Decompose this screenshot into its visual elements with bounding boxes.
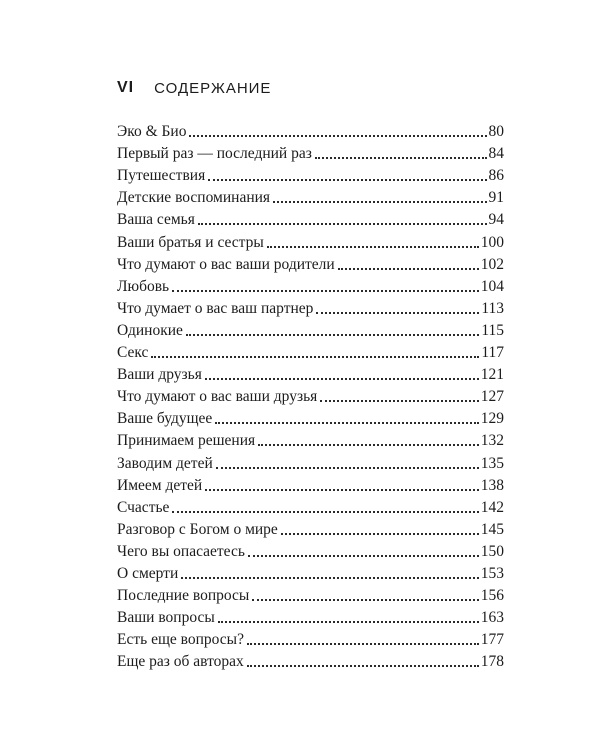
toc-entry	[117, 517, 504, 539]
toc-entry-page: 153	[480, 564, 504, 582]
toc-entry-page: 142	[480, 498, 504, 516]
toc-entry-page: 86	[488, 167, 504, 185]
toc-entry	[117, 473, 504, 495]
dot-leader	[252, 599, 478, 601]
toc-entry	[117, 274, 504, 296]
toc-entry-title: Еще раз об авторах	[117, 653, 244, 671]
toc-entry-title: Что думают о вас ваши друзья	[117, 388, 318, 406]
toc-entry	[117, 185, 504, 207]
toc-entry-title: Ваши братья и сестры	[117, 233, 264, 251]
toc-entry-title: Счастье	[117, 498, 170, 516]
dot-leader	[315, 157, 487, 159]
dot-leader	[186, 334, 479, 336]
dot-leader	[247, 665, 479, 667]
section-title: СОДЕРЖАНИЕ	[154, 79, 272, 97]
toc-entry-title: Ваше будущее	[117, 410, 213, 428]
dot-leader	[215, 422, 478, 424]
toc-entry	[117, 207, 504, 229]
dot-leader	[205, 378, 479, 380]
toc-entry	[117, 318, 504, 340]
table-of-contents	[117, 119, 504, 671]
toc-entry	[117, 296, 504, 318]
dot-leader	[281, 533, 479, 535]
page-header	[117, 76, 271, 100]
toc-entry-title: О смерти	[117, 564, 179, 582]
toc-entry-title: Ваши друзья	[117, 366, 202, 384]
toc-entry-title: Ваша семья	[117, 211, 195, 229]
toc-entry-page: 132	[480, 432, 504, 450]
toc-entry	[117, 649, 504, 671]
dot-leader	[208, 179, 486, 181]
toc-entry-title: Чего вы опасаетесь	[117, 542, 245, 560]
toc-entry-title: Одинокие	[117, 321, 183, 339]
dot-leader	[198, 223, 487, 225]
toc-entry-page: 156	[480, 587, 504, 605]
toc-entry-title: Последние вопросы	[117, 587, 250, 605]
toc-entry-page: 145	[480, 520, 504, 538]
toc-entry-title: Что думает о вас ваш партнер	[117, 299, 314, 317]
toc-entry-title: Секс	[117, 344, 149, 362]
dot-leader	[316, 312, 479, 314]
toc-entry-title: Есть еще вопросы?	[117, 631, 244, 649]
dot-leader	[273, 201, 486, 203]
toc-entry-page: 84	[488, 145, 504, 163]
page-number: VI	[117, 79, 135, 96]
toc-entry-title: Что думают о вас ваши родители	[117, 255, 335, 273]
toc-entry-page: 127	[480, 388, 504, 406]
toc-entry-title: Путешествия	[117, 167, 206, 185]
toc-entry	[117, 428, 504, 450]
toc-entry	[117, 539, 504, 561]
toc-entry-page: 94	[488, 211, 504, 229]
toc-entry	[117, 450, 504, 472]
toc-entry-title: Разговор с Богом о мире	[117, 520, 278, 538]
toc-entry-title: Заводим детей	[117, 454, 213, 472]
toc-entry-title: Имеем детей	[117, 476, 203, 494]
dot-leader	[338, 268, 479, 270]
toc-entry	[117, 141, 504, 163]
toc-entry-title: Эко & Био	[117, 123, 187, 141]
toc-entry-page: 150	[480, 542, 504, 560]
toc-entry-title: Принимаем решения	[117, 432, 256, 450]
toc-entry-title: Детские воспоминания	[117, 189, 271, 207]
toc-entry-page: 138	[480, 476, 504, 494]
dot-leader	[205, 489, 479, 491]
toc-entry-page: 102	[480, 255, 504, 273]
toc-entry	[117, 384, 504, 406]
dot-leader	[189, 135, 486, 137]
toc-entry	[117, 229, 504, 251]
dot-leader	[267, 246, 479, 248]
dot-leader	[172, 511, 478, 513]
toc-entry	[117, 119, 504, 141]
toc-entry-page: 80	[488, 123, 504, 141]
dot-leader	[247, 643, 479, 645]
toc-entry-page: 121	[480, 366, 504, 384]
toc-entry-page: 177	[480, 631, 504, 649]
toc-entry	[117, 406, 504, 428]
toc-entry-page: 117	[481, 344, 504, 362]
dot-leader	[151, 356, 479, 358]
dot-leader	[218, 621, 479, 623]
toc-entry-title: Любовь	[117, 277, 170, 295]
dot-leader	[248, 555, 479, 557]
toc-entry-title: Первый раз — последний раз	[117, 145, 312, 163]
dot-leader	[181, 577, 478, 579]
toc-entry	[117, 252, 504, 274]
toc-entry-page: 135	[480, 454, 504, 472]
toc-entry	[117, 362, 504, 384]
toc-entry-page: 104	[480, 277, 504, 295]
toc-entry	[117, 340, 504, 362]
dot-leader	[320, 400, 478, 402]
toc-entry-page: 113	[481, 299, 504, 317]
toc-entry	[117, 583, 504, 605]
toc-entry-page: 115	[481, 321, 504, 339]
toc-entry-page: 100	[480, 233, 504, 251]
toc-entry-page: 163	[480, 609, 504, 627]
dot-leader	[216, 467, 479, 469]
toc-entry	[117, 627, 504, 649]
dot-leader	[258, 444, 479, 446]
dot-leader	[172, 290, 479, 292]
toc-entry-page: 91	[488, 189, 504, 207]
toc-entry-page: 178	[480, 653, 504, 671]
toc-entry-title: Ваши вопросы	[117, 609, 215, 627]
toc-entry-page: 129	[480, 410, 504, 428]
toc-entry	[117, 495, 504, 517]
toc-entry	[117, 561, 504, 583]
toc-entry	[117, 605, 504, 627]
toc-entry	[117, 163, 504, 185]
